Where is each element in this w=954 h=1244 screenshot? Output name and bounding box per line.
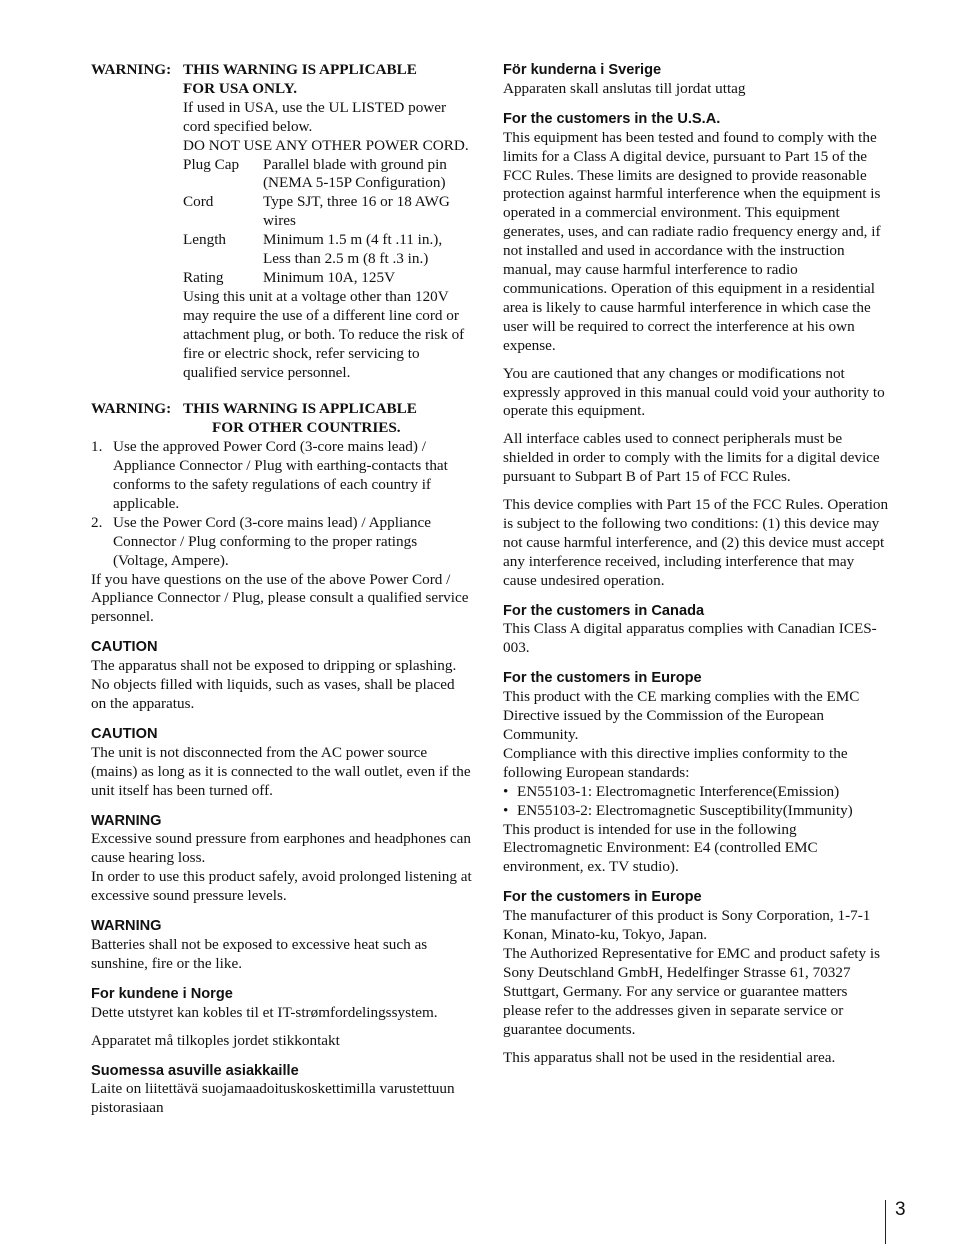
warning-label: WARNING: [91, 400, 172, 418]
section-text: The apparatus shall not be exposed to dripping or splashing. No objects filled with liquids, such as vases, shall be placed on the apparatus. [91, 657, 457, 712]
section-heading: WARNING [91, 918, 162, 935]
caution-disconnect [91, 725, 473, 801]
spec-row: Plug Cap Parallel blade with ground pin (NEMA 5-15P Configuration) [183, 155, 447, 192]
section-text: This product is intended for use in the following Electromagnetic Environment: E4 (controlled EMC environment, ex. TV studio). [503, 820, 818, 876]
section-text: All interface cables used to connect peripherals must be shielded in order to comply with the limits for a digital device pursuant to Subpart B of Part 15 of FCC Rules. [503, 430, 880, 486]
section-text: This product with the CE marking complies with the EMC Directive issued by the Commission of the European Community. [503, 688, 860, 743]
section-heading: For the customers in Europe [503, 670, 702, 687]
warning-text: If used in USA, use the UL LISTED power cord specified below. [183, 98, 447, 135]
section-text: Dette utstyret kan kobles til et IT-strømfordelingssystem. [91, 1003, 438, 1021]
section-heading: För kunderna i Sverige [503, 62, 662, 78]
spec-row: Rating Minimum 10A, 125V [183, 268, 396, 286]
section-text: In order to use this product safely, avoid prolonged listening at excessive sound pressure levels. [91, 868, 472, 905]
list-item: • EN55103-2: Electromagnetic Susceptibility(Immunity) [503, 801, 853, 819]
spec-row: Cord Type SJT, three 16 or 18 AWG wires [183, 193, 450, 230]
warning-usa [91, 61, 473, 382]
section-heading: CAUTION [91, 639, 158, 656]
section-text: This equipment has been tested and found to comply with the limits for a Class A digital device, pursuant to Part 15 of the FCC Rules. These limits are designed to provide reasonable protection against harmful interference when the equipment is operated in a commercial environment. This equipment generates, uses, and can radiate radio frequency energy and, if not installed and used in accordance with the instruction manual, may cause harmful interference to radio communications. Operation of this equipment in a residential area is likely to cause harmful interference in which case the user will be required to correct the interference at his own expense. [503, 128, 881, 354]
section-heading: Suomessa asuville asiakkaille [91, 1062, 299, 1079]
section-text: Apparaten skall anslutas till jordat uttag [503, 79, 746, 97]
sweden-notice [503, 61, 889, 99]
warning-other-countries [91, 400, 473, 627]
section-text: Apparatet må tilkoples jordet stikkontakt [91, 1031, 340, 1049]
section-text: Batteries shall not be exposed to excessive heat such as sunshine, fire or the like. [91, 935, 428, 972]
finland-notice [91, 1062, 473, 1119]
warning-title-cont: FOR OTHER COUNTRIES. [212, 419, 401, 437]
warning-title-cont: FOR USA ONLY. [183, 79, 298, 97]
norway-notice [91, 985, 473, 1051]
section-heading: For the customers in Canada [503, 602, 705, 619]
section-heading: WARNING [91, 812, 162, 829]
europe-emc-notice [503, 669, 889, 877]
section-heading: For the customers in the U.S.A. [503, 110, 721, 127]
caution-dripping [91, 638, 473, 714]
section-heading: For kundene i Norge [91, 985, 233, 1002]
section-text: Excessive sound pressure from earphones and headphones can cause hearing loss. [91, 830, 471, 867]
right-column [503, 61, 889, 1067]
list-item: 2. Use the Power Cord (3-core mains lead) / Appliance Connector / Plug conforming to the proper ratings (Voltage, Ampere). [91, 513, 431, 569]
warning-text: DO NOT USE ANY OTHER POWER CORD. [183, 136, 469, 154]
section-text: Compliance with this directive implies conformity to the following European standards: [503, 744, 848, 781]
section-heading: For the customers in Europe [503, 889, 702, 906]
warning-text: Using this unit at a voltage other than 120V may require the use of a different line cord or attachment plug, or both. To reduce the risk of fire or electric shock, refer servicing to qualified service personnel. [183, 287, 465, 381]
bullet: • [503, 782, 509, 800]
section-text: The manufacturer of this product is Sony Corporation, 1-7-1 Konan, Minato-ku, Tokyo, Japan. [503, 907, 871, 944]
warning-batteries [91, 917, 473, 974]
section-text: The unit is not disconnected from the AC power source (mains) as long as it is connected to the wall outlet, even if the unit itself has been turned off. [91, 743, 471, 799]
list-item: 1. Use the approved Power Cord (3-core mains lead) / Appliance Connector / Plug with earthing-contacts that conforms to the safety regulations of each country if applicable. [91, 438, 448, 512]
europe-manufacturer-notice [503, 888, 889, 1067]
section-text: Laite on liitettävä suojamaadoituskoskettimilla varustettuun pistorasiaan [91, 1080, 455, 1117]
usa-notice [503, 110, 889, 591]
list-item: • EN55103-1: Electromagnetic Interference(Emission) [503, 782, 840, 800]
spec-row: Length Minimum 1.5 m (4 ft .11 in.), Less than 2.5 m (8 ft .3 in.) [183, 231, 443, 268]
bullet: • [503, 801, 509, 819]
warning-sound-pressure [91, 812, 473, 907]
warning-title: THIS WARNING IS APPLICABLE [183, 61, 417, 78]
standards-list [503, 783, 889, 821]
canada-notice [503, 602, 889, 659]
warning-title: THIS WARNING IS APPLICABLE [183, 400, 417, 418]
section-text: The Authorized Representative for EMC and product safety is Sony Deutschland GmbH, Hedelfinger Strasse 61, 70327 Stuttgart, Germany. For any service or guarantee matters please refer to the addresses given in separate service or guarantee documents. [503, 944, 881, 1038]
left-column [91, 61, 473, 1118]
power-cord-spec-table [183, 156, 473, 288]
page-number: 3 [885, 1200, 906, 1244]
section-text: This Class A digital apparatus complies with Canadian ICES-003. [503, 620, 877, 657]
section-text: You are cautioned that any changes or modifications not expressly approved in this manual could void your authority to operate this equipment. [503, 364, 885, 420]
section-heading: CAUTION [91, 725, 158, 742]
section-text: This apparatus shall not be used in the residential area. [503, 1048, 836, 1066]
warning-text: If you have questions on the use of the above Power Cord / Appliance Connector / Plug, please consult a qualified service personnel. [91, 570, 469, 626]
warning-label: WARNING: [91, 61, 172, 78]
section-text: This device complies with Part 15 of the FCC Rules. Operation is subject to the following two conditions: (1) this device may not cause harmful interference, and (2) this device must accept any interference received, including interference that may cause undesired operation. [503, 496, 889, 589]
numbered-list [91, 438, 473, 570]
